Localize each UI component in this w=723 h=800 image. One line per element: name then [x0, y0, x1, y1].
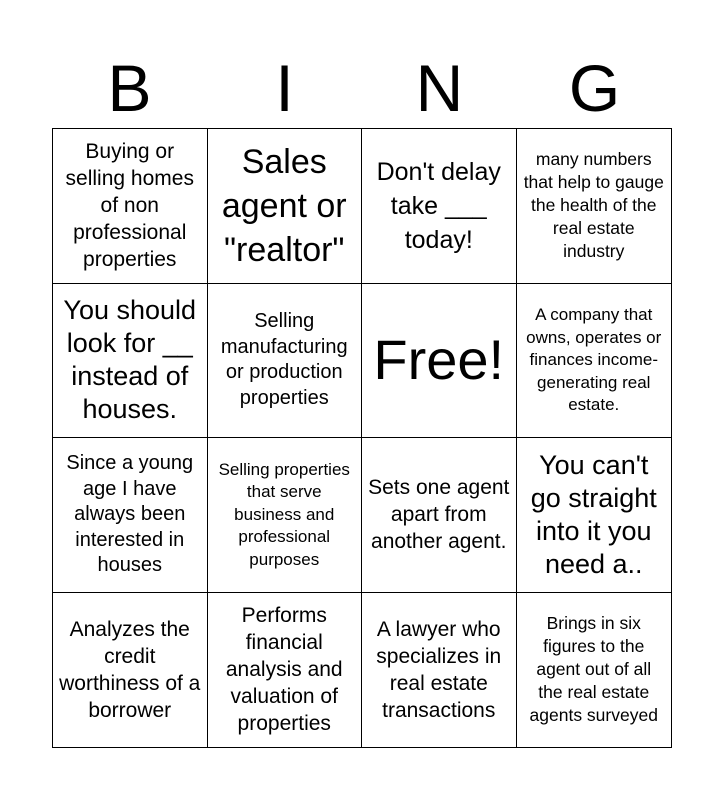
- cell-text: Performs financial analysis and valuation of properties: [225, 604, 343, 736]
- cell-text: Since a young age I have always been interested in houses: [66, 452, 194, 576]
- cell-text: Analyzes the credit worthiness of a borrower: [59, 617, 201, 722]
- cell-text: Buying or selling homes of non professional properties: [65, 140, 194, 272]
- cell-text: Brings in six figures to the agent out of all the real estate agents surveyed: [529, 613, 658, 726]
- cell-text: Selling manufacturing or production properties: [220, 310, 348, 409]
- bingo-cell[interactable]: [362, 438, 517, 593]
- bingo-cell[interactable]: [53, 129, 208, 284]
- bingo-cell[interactable]: [53, 438, 208, 593]
- bingo-cell[interactable]: [53, 284, 208, 439]
- bingo-title: [52, 48, 672, 128]
- free-space-cell[interactable]: [362, 284, 517, 439]
- cell-text: You can't go straight into it you need a..: [530, 449, 657, 579]
- cell-text: many numbers that help to gauge the health of the real estate industry: [523, 149, 664, 262]
- bingo-cell[interactable]: [517, 593, 672, 748]
- cell-text: Sets one agent apart from another agent.: [368, 476, 510, 554]
- bingo-cell[interactable]: [208, 593, 363, 748]
- title-letter-n: N: [415, 51, 464, 125]
- bingo-cell[interactable]: [208, 284, 363, 439]
- bingo-cell[interactable]: [208, 438, 363, 593]
- bingo-board: [52, 128, 672, 748]
- bingo-cell[interactable]: [362, 593, 517, 748]
- cell-text: Don't delay take ___ today!: [376, 157, 501, 254]
- bingo-cell[interactable]: [517, 129, 672, 284]
- cell-text: A lawyer who specializes in real estate transactions: [376, 617, 502, 722]
- title-letter-g: G: [568, 51, 621, 125]
- title-letter-b: B: [107, 51, 152, 125]
- bingo-cell[interactable]: [517, 284, 672, 439]
- bingo-cell[interactable]: [208, 129, 363, 284]
- free-space-text: Free!: [373, 328, 505, 392]
- bingo-cell[interactable]: [53, 593, 208, 748]
- bingo-cell[interactable]: [362, 129, 517, 284]
- cell-text: A company that owns, operates or finances income-generating real estate.: [526, 305, 662, 414]
- title-letter-i: I: [275, 51, 294, 125]
- cell-text: Sales agent or "realtor": [221, 142, 347, 269]
- cell-text: You should look for __ instead of houses.: [63, 295, 197, 425]
- bingo-cell[interactable]: [517, 438, 672, 593]
- cell-text: Selling properties that serve business and professional purposes: [218, 459, 350, 569]
